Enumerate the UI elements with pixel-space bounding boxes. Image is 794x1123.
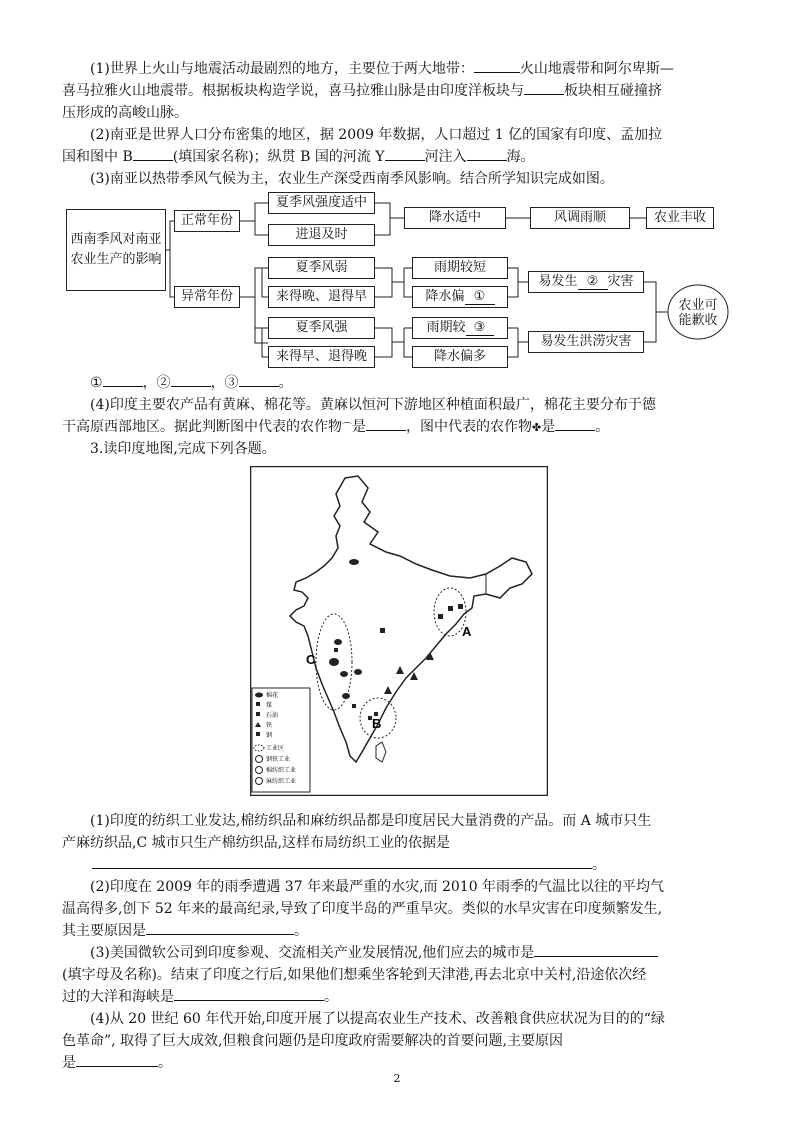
flow-normal: 正常年份	[174, 210, 240, 232]
q3-part1: (1)印度的纺织工业发达,棉纺织品和麻纺织品都是印度居民大量消费的产品。而 A 城市只生	[90, 813, 652, 829]
q3-part2-line3: 其主要原因是 。	[62, 920, 742, 942]
flow-r3: 雨期较 ③	[412, 317, 508, 339]
cotton-symbol	[340, 671, 348, 677]
answer-blank[interactable]	[534, 942, 658, 957]
cotton-symbol	[349, 559, 359, 565]
answer-blank[interactable]	[174, 986, 324, 1001]
flow-n-weather: 风调雨顺	[530, 207, 630, 229]
q2-part4: (4)印度主要农产品有黄麻、棉花等。黄麻以恒河下游地区种植面积最广，棉花主要分布于德	[90, 397, 656, 413]
answer-blank[interactable]	[92, 854, 592, 869]
q3-part2: (2)印度在 2009 年的雨季遭遇 37 年来最严重的水灾,而 2010 年雨季的气温比以往的平均气	[90, 879, 665, 895]
label-b: B	[372, 716, 382, 731]
flow-d2: 易发生洪涝灾害	[528, 331, 644, 353]
q2-answers: ① ，② ，③ 。	[62, 372, 742, 394]
q2-part1: (1)世界上火山与地震活动最剧烈的地方，主要位于两大地带： 火山地震带和阿尔卑斯—	[62, 58, 742, 80]
flow-bad: 农业可能歉收	[678, 298, 718, 328]
q2-part1-line2: 喜马拉雅火山地震带。根据板块构造学说，喜马拉雅山脉是由印度洋板块与 板块相互碰撞挤	[62, 80, 742, 102]
map-legend	[252, 688, 310, 792]
label-a: A	[462, 624, 472, 639]
legend-iron: 铁	[266, 722, 273, 729]
answer-blank[interactable]	[146, 920, 294, 935]
coal-symbol	[458, 604, 463, 609]
flow-r2: 降水偏 ①	[412, 286, 508, 308]
q3-part2-line2: 温高得多,创下 52 年来的最高纪录,导致了印度半岛的严重旱灾。类似的水旱灾害在印度频繁发生,	[62, 901, 663, 917]
label-c: C	[306, 652, 316, 667]
q3-part1-line2: 产麻纺织品,C 城市只生产棉纺织品,这样布局纺织工业的依据是	[62, 835, 451, 851]
q2-part4-line2: 干高原西部地区。据此判断图中代表的农作物⌒是 ，图中代表的农作物✤是 。	[62, 416, 742, 440]
q2-part3: (3)南亚以热带季风气候为主，农业生产深受西南季风影响。结合所学知识完成如图。	[90, 171, 614, 187]
flow-a4: 来得早、退得晚	[268, 346, 375, 368]
q2-part1-line3: 压形成的高峻山脉。	[62, 105, 188, 121]
cotton-symbol	[329, 658, 339, 666]
legend-cotton: 棉花	[266, 692, 279, 699]
q2-part2-line2: 国和图中 B (填国家名称)；纵贯 B 国的河流 Y 河注入 海。	[62, 146, 742, 168]
cotton-symbol	[354, 669, 362, 675]
flow-a3: 夏季风强	[268, 317, 375, 339]
q3-part3: (3)美国微软公司到印度参观、交流相关产业发展情况,他们应去的城市是	[62, 942, 742, 964]
page-number: 2	[393, 1072, 401, 1085]
q2-part2: (2)南亚是世界人口分布密集的地区，据 2009 年数据，人口超过 1 亿的国家有印度、孟加拉	[90, 127, 663, 143]
legend-industrial: 工业区	[266, 745, 285, 752]
flow-n-harvest: 农业丰收	[646, 207, 714, 229]
legend-coal: 煤	[266, 702, 273, 709]
flow-a1: 夏季风弱	[268, 257, 375, 279]
blank-2: ②	[578, 275, 608, 290]
flow-r4: 降水偏多	[412, 346, 508, 368]
legend-cotton-textile: 棉纺织工业	[266, 767, 297, 774]
q3-part4-line3: 是 。	[62, 1052, 742, 1074]
flow-n2: 进退及时	[268, 224, 375, 246]
legend-steel: 钢	[266, 732, 273, 739]
flow-a2: 来得晚、退得早	[268, 286, 375, 308]
coal-symbol	[380, 628, 385, 633]
flow-n-rain: 降水适中	[404, 207, 506, 229]
coal-symbol	[448, 606, 453, 611]
blank-3: ③	[466, 321, 494, 336]
cotton-symbol	[334, 639, 342, 645]
q3-part3-line3: 过的大洋和海峡是 。	[62, 986, 742, 1008]
india-map	[250, 466, 548, 796]
flow-d1: 易发生 ② 灾害	[528, 271, 644, 293]
legend-jute-textile: 麻纺织工业	[266, 778, 297, 785]
flow-r1: 雨期较短	[412, 257, 508, 279]
flow-root: 西南季风对南亚农业生产的影响	[66, 209, 166, 291]
steel-symbol	[352, 704, 356, 708]
cotton-icon: ✤	[532, 421, 542, 434]
q3-part1-line3: 。	[62, 854, 742, 876]
q3-part4: (4)从 20 世纪 60 年代开始,印度开展了以提高农业生产技术、改善粮食供应状况为目的的“绿	[90, 1011, 665, 1027]
flow-n1: 夏季风强度适中	[268, 192, 375, 214]
steel-symbol	[438, 614, 443, 619]
jute-icon: ⌒	[342, 423, 352, 434]
answer-blank[interactable]	[76, 1052, 158, 1067]
legend-steel-industry: 钢铁工业	[266, 756, 291, 763]
oil-symbol	[334, 648, 338, 652]
q3-title: 3.读印度地图,完成下列各题。	[90, 441, 276, 457]
q3-part4-line2: 色革命”, 取得了巨大成效,但粮食问题仍是印度政府需要解决的首要问题,主要原因	[62, 1033, 563, 1049]
blank-1: ①	[465, 290, 495, 305]
flow-abnormal: 异常年份	[174, 286, 240, 308]
q3-part3-line2: (填字母及名称)。结束了印度之行后,如果他们想乘坐客轮到天津港,再去北京中关村,沿途依次经	[62, 967, 647, 983]
legend-oil: 石油	[266, 712, 279, 719]
